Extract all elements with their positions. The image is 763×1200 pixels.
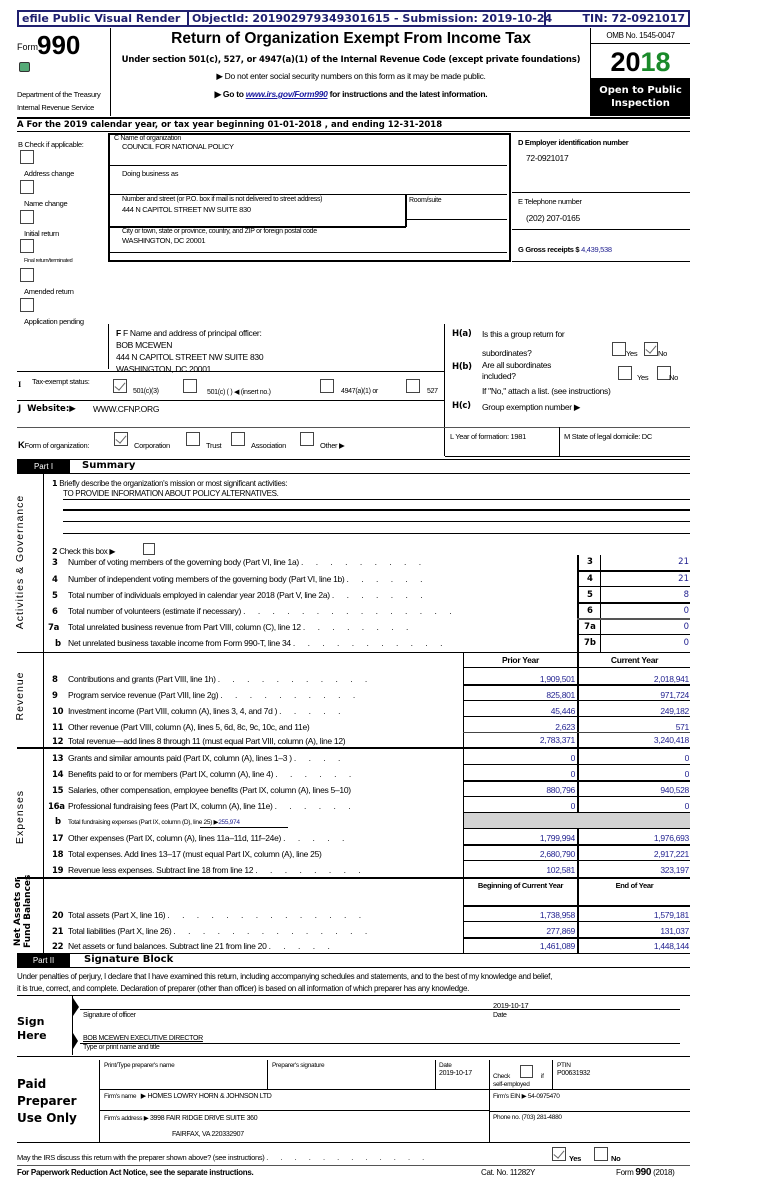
line14-text: 14 Benefits paid to or for members (Part IX, column (A), line 4) . . . . . . — [52, 769, 357, 780]
line20-text: 20 Total assets (Part X, line 16) . . . . . . . . . . . . . . — [52, 910, 367, 921]
part1-title: Summary — [82, 460, 136, 471]
room-suite-label: Room/suite — [409, 197, 442, 204]
line16a-text: 16a Professional fundraising fees (Part IX, column (A), line 11e) . . . . . . — [48, 801, 356, 812]
line-a-tax-year: A For the 2019 calendar year, or tax year beginning 01-01-2018 , and ending 12-31-2018 — [17, 120, 443, 130]
irs-link[interactable]: www.irs.gov/Form990 — [245, 89, 328, 99]
paperwork-notice: For Paperwork Reduction Act Notice, see the separate instructions. — [17, 1168, 254, 1177]
other-org-label: Other ▶ — [320, 441, 345, 450]
tax-year: 2018 — [610, 47, 671, 77]
line20-end[interactable]: 1,579,181 — [653, 910, 689, 920]
line14-prior[interactable]: 0 — [570, 769, 575, 779]
501c-checkbox[interactable] — [183, 379, 197, 393]
hb-no-label: No — [669, 373, 678, 382]
association-label: Association — [251, 441, 287, 450]
initial-return-checkbox[interactable] — [20, 210, 34, 224]
ha-no-checkbox[interactable] — [644, 342, 658, 356]
open-to-public-badge: Open to Public Inspection — [591, 78, 690, 116]
4947-label: 4947(a)(1) or — [341, 388, 378, 395]
street-value[interactable]: 444 N CAPITOL STREET NW SUITE 830 — [122, 205, 251, 214]
501c3-checkbox[interactable] — [113, 379, 127, 393]
line18-text: 18 Total expenses. Add lines 13–17 (must equal Part IX, column (A), line 25) — [52, 849, 322, 860]
signature-date-label: Date — [493, 1012, 507, 1019]
firm-phone: Phone no. (703) 281-4880 — [493, 1114, 562, 1121]
side-label-net-assets: Net Assets or Fund Balances — [13, 874, 33, 948]
phone-value[interactable]: (202) 207-0165 — [526, 213, 580, 223]
line8-prior[interactable]: 1,909,501 — [539, 674, 575, 684]
line4-box: 4 — [587, 574, 593, 584]
name-arrow-icon — [73, 1033, 78, 1049]
line11-current[interactable]: 571 — [675, 722, 689, 732]
other-org-checkbox[interactable] — [300, 432, 314, 446]
form-id-block — [17, 28, 111, 116]
line21-end[interactable]: 131,037 — [660, 926, 689, 936]
line17-prior[interactable]: 1,799,994 — [539, 833, 575, 843]
ein-label: D Employer identification number — [518, 138, 629, 147]
self-employed-checkbox[interactable] — [520, 1065, 533, 1078]
line2-checkbox[interactable] — [143, 543, 155, 555]
paid-preparer-label: Paid Preparer Use Only — [17, 1077, 77, 1125]
line20-begin[interactable]: 1,738,958 — [539, 910, 575, 920]
website-value[interactable]: WWW.CFNP.ORG — [93, 404, 160, 414]
sign-here-label: Sign Here — [17, 1015, 47, 1042]
line12-text: 12 Total revenue—add lines 8 through 11 (must equal Part VIII, column (A), line 12) — [52, 736, 346, 747]
mission-value[interactable]: TO PROVIDE INFORMATION ABOUT POLICY ALTERNATIVES. — [63, 489, 279, 498]
line8-text: 8 Contributions and grants (Part VIII, line 1h) . . . . . . . . . . . — [52, 674, 373, 685]
col-prior-year: Prior Year — [501, 655, 539, 665]
line21-begin[interactable]: 277,869 — [546, 926, 575, 936]
form-word: Form — [17, 42, 38, 52]
501c-label: 501(c) ( ) ◀ (insert no.) — [207, 389, 271, 396]
self-employed-label: self-employed — [493, 1081, 530, 1088]
omb-number: OMB No. 1545-0047 — [591, 28, 690, 44]
gross-receipts: G Gross receipts $ 4,439,538 — [518, 245, 612, 254]
preparer-name-label: Print/Type preparer's name — [104, 1062, 175, 1069]
hb-yes-checkbox[interactable] — [618, 366, 632, 380]
trust-label: Trust — [206, 441, 222, 450]
discuss-yes-checkbox[interactable] — [552, 1147, 566, 1161]
line3-value[interactable]: 21 — [678, 557, 689, 567]
line12-prior[interactable]: 2,783,371 — [539, 735, 575, 745]
line10-text: 10 Investment income (Part VIII, column (A), lines 3, 4, and 7d ) . . . . . — [52, 706, 346, 717]
preparer-date: Date 2019-10-17 — [439, 1062, 472, 1077]
line19-current[interactable]: 323,197 — [660, 865, 689, 875]
application-pending-checkbox[interactable] — [20, 298, 34, 312]
line16a-current[interactable]: 0 — [684, 801, 689, 811]
discuss-no-checkbox[interactable] — [594, 1147, 608, 1161]
gross-receipts-value: 4,439,538 — [581, 245, 612, 254]
section-i-key: I — [18, 379, 22, 389]
side-label-revenue: Revenue — [14, 671, 26, 721]
line1-label: 1 Briefly describe the organization's mission or most significant activities: — [52, 479, 288, 488]
section-b-title: B Check if applicable: — [18, 140, 84, 149]
line16b-text: b Total fundraising expenses (Part IX, column (D), line 25) ▶255,974 — [55, 817, 240, 827]
line5-value[interactable]: 8 — [683, 590, 689, 600]
org-name-label: C Name of organization — [114, 135, 181, 142]
signature-of-officer-label: Signature of officer — [83, 1012, 136, 1019]
org-name-value[interactable]: COUNCIL FOR NATIONAL POLICY — [122, 142, 234, 151]
line22-begin[interactable]: 1,461,089 — [539, 941, 575, 951]
line21-text: 21 Total liabilities (Part X, line 26) . . . . . . . . . . . . . . — [52, 926, 373, 937]
section-d-e-g — [512, 133, 690, 262]
side-label-expenses: Expenses — [14, 789, 26, 845]
name-change-label: Name change — [24, 199, 68, 208]
form-footer: Form 990 (2018) — [616, 1167, 675, 1178]
line4-value[interactable]: 21 — [678, 574, 689, 584]
corporation-label: Corporation — [134, 441, 170, 450]
line11-prior[interactable]: 2,623 — [555, 722, 575, 732]
col-beginning-of-year: Beginning of Current Year — [477, 881, 564, 890]
firm-name: Firm's name ▶ HOMES LOWRY HORN & JOHNSON LTD — [104, 1093, 272, 1100]
line10-prior[interactable]: 45,446 — [550, 706, 575, 716]
efile-header-strip — [17, 10, 690, 27]
address-change-label: Address change — [24, 169, 75, 178]
line7a-box: 7a — [584, 622, 596, 632]
year-of-formation: L Year of formation: 1981 — [450, 432, 527, 441]
col-current-year: Current Year — [610, 655, 659, 665]
self-employed-check-label: Check — [493, 1073, 510, 1080]
firm-city: FAIRFAX, VA 220332907 — [172, 1131, 244, 1138]
corporation-checkbox[interactable] — [114, 432, 128, 446]
line6-text: 6 Total number of volunteers (estimate if necessary) . . . . . . . . . . . . . . . — [52, 606, 457, 617]
line7a-text: 7a Total unrelated business revenue from Part VIII, column (C), line 12 . . . . . . . . — [48, 622, 414, 633]
line3-text: 3 Number of voting members of the governing body (Part VI, line 1a) . . . . . . . . . — [52, 557, 427, 568]
4947-checkbox[interactable] — [320, 379, 334, 393]
line9-prior[interactable]: 825,801 — [546, 690, 575, 700]
signature-date-value[interactable]: 2019-10-17 — [493, 1001, 529, 1010]
ptin: PTIN P00631932 — [557, 1062, 591, 1077]
line16b-value: 255,974 — [218, 819, 240, 826]
ha-no-label: No — [658, 349, 667, 358]
object-id: ObjectId: 201902979349301615 - Submission: 2019-10-24 — [189, 12, 546, 25]
principal-officer: F F Name and address of principal officer: BOB MCEWEN 444 N CAPITOL STREET NW SUITE 830 WASHINGTON, DC 20001 — [116, 328, 264, 374]
line6-box: 6 — [587, 606, 593, 616]
association-checkbox[interactable] — [231, 432, 245, 446]
irs-discuss-question: May the IRS discuss this return with the preparer shown above? (see instructions) . . . . . . . . . . . . — [17, 1153, 430, 1162]
discuss-yes-label: Yes — [569, 1154, 582, 1163]
line10-current[interactable]: 249,182 — [660, 706, 689, 716]
ha-yes-checkbox[interactable] — [612, 342, 626, 356]
line2-label: 2 Check this box ▶ — [52, 547, 116, 556]
line15-prior[interactable]: 880,796 — [546, 785, 575, 795]
efile-logo-icon — [19, 62, 30, 72]
final-return-checkbox[interactable] — [20, 239, 34, 253]
discuss-no-label: No — [611, 1154, 621, 1163]
initial-return-label: Initial return — [24, 229, 59, 238]
address-change-checkbox[interactable] — [20, 150, 34, 164]
street-label: Number and street (or P.O. box if mail is not delivered to street address) — [122, 196, 323, 203]
line22-end[interactable]: 1,448,144 — [653, 941, 689, 951]
hb-yes-label: Yes — [637, 373, 649, 382]
line15-current[interactable]: 940,528 — [660, 785, 689, 795]
line5-text: 5 Total number of individuals employed in calendar year 2018 (Part V, line 2a) . . . . . . . — [52, 590, 428, 601]
line16b-shaded — [464, 813, 690, 828]
self-employed-if: if — [541, 1073, 544, 1080]
line11-text: 11 Other revenue (Part VIII, column (A), lines 5, 6d, 8c, 9c, 10c, and 11e) — [52, 722, 310, 733]
col-end-of-year: End of Year — [615, 881, 654, 890]
preparer-signature-label: Preparer's signature — [272, 1062, 325, 1069]
cat-number: Cat. No. 11282Y — [481, 1168, 536, 1177]
line9-text: 9 Program service revenue (Part VIII, line 2g) . . . . . . . . . . — [52, 690, 361, 701]
line22-text: 22 Net assets or fund balances. Subtract line 21 from line 20 . . . . . — [52, 941, 335, 952]
line16a-prior[interactable]: 0 — [570, 801, 575, 811]
name-change-checkbox[interactable] — [20, 180, 34, 194]
line18-prior[interactable]: 2,680,790 — [539, 849, 575, 859]
website-row: J Website:▶ — [18, 404, 76, 414]
line7a-value[interactable]: 0 — [683, 622, 689, 632]
501c3-label: 501(c)(3) — [133, 388, 159, 395]
line12-current[interactable]: 3,240,418 — [653, 735, 689, 745]
line7b-text: b Net unrelated business taxable income from Form 990-T, line 34 . . . . . . . . . . . — [55, 638, 448, 649]
tin: TIN: 72-0921017 — [582, 12, 685, 25]
application-pending-label: Application pending — [24, 317, 84, 326]
instructions-note: ▶ Go to www.irs.gov/Form990 for instructions and the latest information. — [214, 89, 488, 99]
line13-prior[interactable]: 0 — [570, 753, 575, 763]
line3-box: 3 — [587, 557, 593, 567]
amended-return-label: Amended return — [24, 287, 74, 296]
ein-value[interactable]: 72-0921017 — [526, 153, 569, 163]
527-label: 527 — [427, 388, 438, 395]
part1-tag: Part I — [17, 460, 70, 473]
line13-current[interactable]: 0 — [684, 753, 689, 763]
city-label: City or town, state or province, country, and ZIP or foreign postal code — [122, 228, 317, 235]
form-subtitle: Under section 501(c), 527, or 4947(a)(1) of the Internal Revenue Code (except private foundations) — [121, 55, 581, 65]
perjury-statement: Under penalties of perjury, I declare that I have examined this return, including accompanying schedules and statements, and to the best of my knowledge and belief, it is true, correct, and complete. Declaration of preparer (other than officer) is based on all information of which preparer has any knowledge. — [17, 972, 552, 993]
side-label-activities-governance: Activities & Governance — [14, 494, 26, 630]
amended-return-checkbox[interactable] — [20, 268, 34, 282]
part2-tag: Part II — [17, 954, 70, 967]
officer-name-title[interactable]: BOB MCEWEN EXECUTIVE DIRECTOR — [83, 1035, 203, 1042]
line4-text: 4 Number of independent voting members of the governing body (Part VI, line 1b) . . . . . . — [52, 574, 428, 585]
line9-current[interactable]: 971,724 — [660, 690, 689, 700]
ha-yes-label: Yes — [626, 349, 638, 358]
trust-checkbox[interactable] — [186, 432, 200, 446]
ssn-warning: ▶ Do not enter social security numbers on this form as it may be made public. — [216, 71, 486, 81]
line14-current[interactable]: 0 — [684, 769, 689, 779]
part2-title: Signature Block — [84, 954, 174, 965]
line7b-box: 7b — [584, 638, 596, 648]
line13-text: 13 Grants and similar amounts paid (Part IX, column (A), lines 1–3 ) . . . . — [52, 753, 346, 764]
line19-prior[interactable]: 102,581 — [546, 865, 575, 875]
line18-current[interactable]: 2,917,221 — [653, 849, 689, 859]
phone-label: E Telephone number — [518, 197, 582, 206]
final-return-label: Final return/terminated — [24, 258, 73, 264]
form-title-block — [112, 30, 590, 100]
efile-label: efile Public Visual Render — [19, 12, 189, 25]
line17-current[interactable]: 1,976,693 — [653, 833, 689, 843]
department: Department of the Treasury Internal Revenue Service — [17, 90, 101, 112]
line19-text: 19 Revenue less expenses. Subtract line 18 from line 12 . . . . . . . . — [52, 865, 366, 876]
line15-text: 15 Salaries, other compensation, employee benefits (Part IX, column (A), lines 5–10) — [52, 785, 351, 796]
form-title: Return of Organization Exempt From Income Tax — [171, 30, 531, 47]
omb-year-block — [590, 28, 690, 116]
form-number: 990 — [37, 30, 81, 60]
city-value[interactable]: WASHINGTON, DC 20001 — [122, 236, 206, 245]
tax-exempt-label: Tax-exempt status: — [32, 377, 90, 386]
line8-current[interactable]: 2,018,941 — [653, 674, 689, 684]
line5-box: 5 — [587, 590, 593, 600]
dba-label: Doing business as — [122, 169, 179, 178]
form-of-org-label: KForm of organization: — [18, 440, 90, 451]
section-c-box — [108, 133, 511, 262]
line7b-value[interactable]: 0 — [683, 638, 689, 648]
officer-name-label: Type or print name and title — [83, 1044, 160, 1051]
line6-value[interactable]: 0 — [683, 606, 689, 616]
firm-ein: Firm's EIN ▶ 54-0975470 — [493, 1093, 560, 1100]
line17-text: 17 Other expenses (Part IX, column (A), lines 11a–11d, 11f–24e) . . . . . — [52, 833, 350, 844]
527-checkbox[interactable] — [406, 379, 420, 393]
state-of-domicile: M State of legal domicile: DC — [564, 432, 653, 441]
sign-arrow-icon — [73, 998, 79, 1016]
firm-address: Firm's address ▶ 3998 FAIR RIDGE DRIVE SUITE 360 — [104, 1115, 258, 1122]
